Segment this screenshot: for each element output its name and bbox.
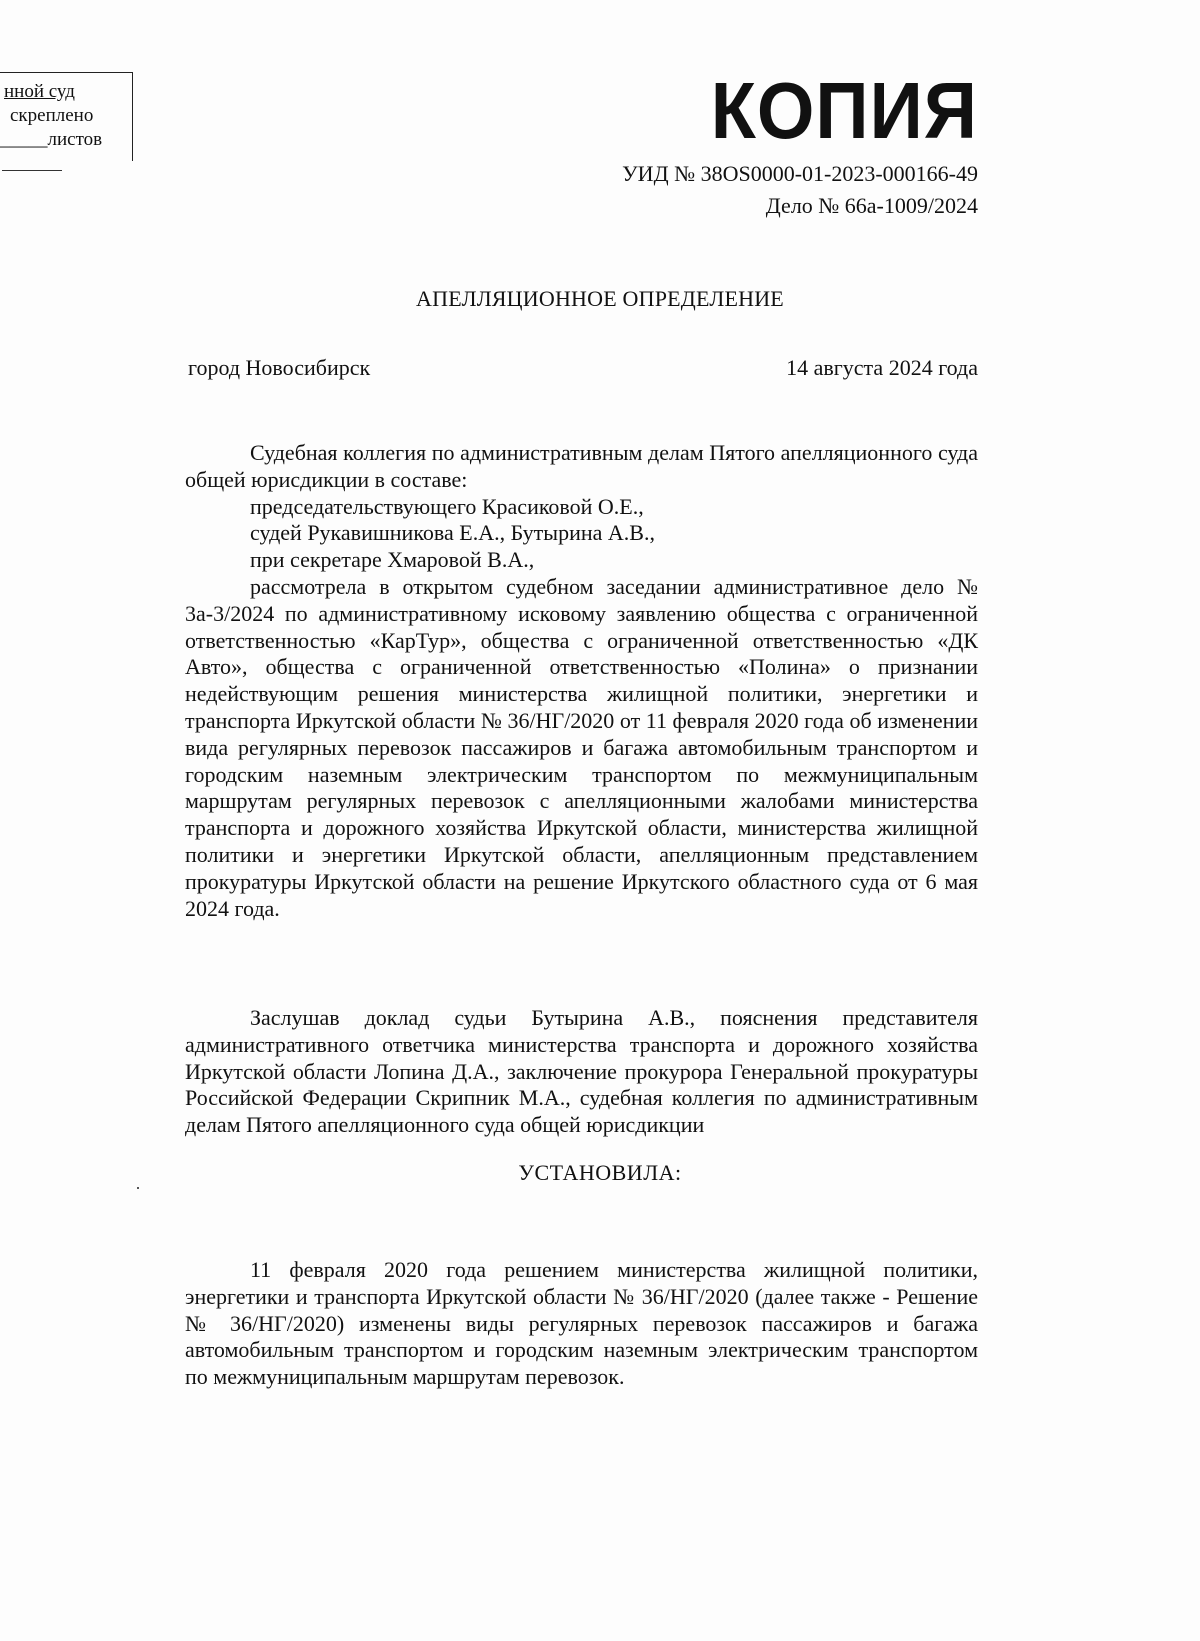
city-name: город Новосибирск: [188, 355, 371, 380]
document-date: 14 августа 2024 года: [786, 355, 978, 380]
secretary-line: при секретаре Хмаровой В.А.,: [250, 547, 535, 573]
composition-intro: Судебная коллегия по административным делам Пятого апелляционного суда общей юрисдикции в составе:: [185, 440, 978, 492]
document-title: АПЕЛЛЯЦИОННОЕ ОПРЕДЕЛЕНИЕ: [416, 286, 784, 311]
copy-mark: КОПИЯ: [710, 65, 978, 156]
stamp-court-text: нной суд: [4, 81, 75, 102]
section-heading-established: УСТАНОВИЛА:: [518, 1160, 682, 1185]
stamp-bound-text: скреплено: [10, 105, 94, 126]
margin-dot: [137, 1187, 139, 1189]
case-number: Дело № 66а-1009/2024: [765, 193, 978, 218]
presiding-judge: председательствующего Красиковой О.Е.,: [250, 493, 644, 519]
judges-list: судей Рукавишникова Е.А., Бутырина А.В.,: [250, 520, 655, 546]
stamp-underline: [2, 170, 62, 171]
uid-number: УИД № 38OS0000-01-2023-000166-49: [622, 161, 978, 186]
paragraph-composition: [185, 440, 978, 922]
paragraph-facts: 11 февраля 2020 года решением министерства жилищной политики, энергетики и транспорта Иркутской области № 36/НГ/2020 (далее также - Решение № 36/НГ/2020) изменены виды регулярных перевозок пассажиров и багажа автомобильным транспортом и городским наземным электрическим транспортом по межмуниципальным маршрутам перевозок.: [185, 1257, 978, 1390]
paragraph-hearing: Заслушав доклад судьи Бутырина А.В., пояснения представителя административного ответчика министерства транспорта и дорожного хозяйства Иркутской области Лопина Д.А., заключение прокурора Генеральной прокуратуры Российской Федерации Скрипник М.А., судебная коллегия по административным делам Пятого апелляционного суда общей юрисдикции: [185, 1005, 978, 1138]
stamp-sheets-text: _____листов: [0, 129, 103, 150]
considered-paragraph: рассмотрела в открытом судебном заседании административное дело № 3а-3/2024 по административному исковому заявлению общества с ограниченной ответственностью «КарТур», общества с ограниченной ответственностью «ДК Авто», общества с ограниченной ответственностью «Полина» о признании недействующим решения министерства жилищной политики, энергетики и транспорта Иркутской области № 36/НГ/2020 от 11 февраля 2020 года об изменении вида регулярных перевозок пассажиров и багажа автомобильным транспортом и городским наземным электрическим транспортом по межмуниципальным маршрутам регулярных перевозок с апелляционными жалобами министерства транспорта и дорожного хозяйства Иркутской области, министерства жилищной политики и энергетики Иркутской области, апелляционным представлением прокуратуры Иркутской области на решение Иркутского областного суда от 6 мая 2024 года.: [185, 573, 978, 921]
binding-stamp: [0, 72, 133, 161]
